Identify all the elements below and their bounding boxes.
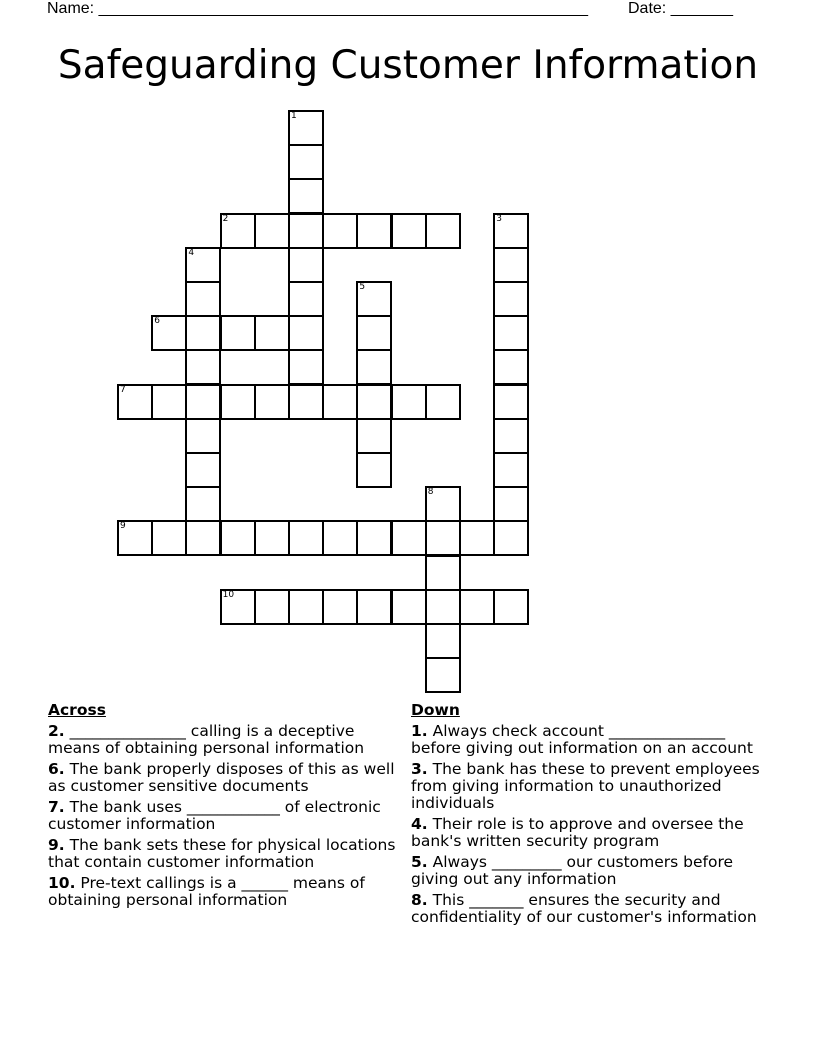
clue-item-text: This _______ ensures the security and confidentiality of our customer's information	[411, 891, 757, 926]
grid-cell[interactable]	[288, 349, 324, 385]
grid-cell[interactable]	[220, 315, 256, 351]
grid-cell[interactable]	[288, 589, 324, 625]
grid-cell[interactable]	[356, 315, 392, 351]
clue-item-text: The bank sets these for physical locations that contain customer information	[48, 836, 396, 871]
grid-cell[interactable]	[425, 555, 461, 591]
clue-number: 4	[188, 247, 195, 258]
grid-cell[interactable]	[493, 315, 529, 351]
clue-item-text: Pre-text callings is a ______ means of obtaining personal information	[48, 874, 365, 909]
grid-cell[interactable]	[425, 623, 461, 659]
grid-cell[interactable]	[254, 589, 290, 625]
grid-cell[interactable]	[117, 384, 153, 420]
grid-cell[interactable]	[185, 315, 221, 351]
grid-cell[interactable]	[254, 315, 290, 351]
down-heading: Down	[411, 701, 460, 719]
grid-cell[interactable]	[493, 247, 529, 283]
grid-cell[interactable]	[288, 315, 324, 351]
clue-item-number: 10.	[48, 874, 76, 892]
grid-cell[interactable]	[185, 486, 221, 522]
grid-cell[interactable]	[288, 384, 324, 420]
clue-item	[48, 837, 403, 871]
grid-cell[interactable]	[288, 281, 324, 317]
clue-item-text: Always check account _______________ before giving out information on an account	[411, 722, 753, 757]
grid-cell[interactable]	[425, 589, 461, 625]
page-title: Safeguarding Customer Information	[57, 43, 759, 88]
down-clue-list	[411, 723, 771, 926]
grid-cell[interactable]	[356, 589, 392, 625]
name-field[interactable]: Name: _______________________________________________________	[47, 0, 588, 17]
grid-cell[interactable]	[356, 452, 392, 488]
clue-item-number: 2.	[48, 722, 65, 740]
date-field[interactable]: Date: _______	[628, 0, 733, 17]
down-clues	[411, 702, 771, 930]
grid-cell[interactable]	[185, 349, 221, 385]
grid-cell[interactable]	[356, 281, 392, 317]
grid-cell[interactable]	[391, 213, 427, 249]
clue-number: 5	[359, 282, 366, 292]
clue-item	[411, 816, 771, 850]
grid-cell[interactable]	[322, 384, 358, 420]
clue-item-text: The bank properly disposes of this as well as customer sensitive documents	[48, 760, 395, 795]
grid-cell[interactable]	[425, 213, 461, 249]
clue-item-text: _______________ calling is a deceptive means of obtaining personal information	[48, 722, 365, 757]
grid-cell[interactable]	[356, 349, 392, 385]
grid-cell[interactable]	[493, 452, 529, 488]
grid-cell[interactable]	[117, 520, 153, 556]
grid-cell[interactable]	[254, 384, 290, 420]
grid-cell[interactable]	[151, 520, 187, 556]
grid-cell[interactable]	[425, 384, 461, 420]
clue-number: 10	[222, 589, 235, 600]
clue-item	[48, 875, 403, 909]
grid-cell[interactable]	[220, 384, 256, 420]
grid-cell[interactable]	[356, 418, 392, 454]
grid-cell[interactable]	[288, 520, 324, 556]
clue-number: 1	[291, 111, 297, 121]
grid-cell[interactable]	[185, 281, 221, 317]
clue-item	[48, 723, 403, 757]
grid-cell[interactable]	[493, 213, 529, 249]
grid-cell[interactable]	[493, 418, 529, 454]
clue-item	[411, 892, 771, 926]
clue-item-number: 1.	[411, 722, 428, 740]
grid-cell[interactable]	[493, 589, 529, 625]
clue-item-text: The bank has these to prevent employees from giving information to unauthorized individuals	[411, 760, 760, 812]
grid-cell[interactable]	[356, 384, 392, 420]
clue-item-text: Always _________ our customers before giving out any information	[411, 853, 734, 888]
grid-cell[interactable]	[220, 213, 256, 249]
clue-item	[411, 761, 771, 812]
grid-cell[interactable]	[493, 486, 529, 522]
across-heading: Across	[48, 701, 106, 719]
clue-number: 9	[120, 521, 126, 532]
clue-item-number: 6.	[48, 760, 65, 778]
clue-number: 7	[120, 384, 126, 395]
clue-number: 3	[496, 213, 502, 224]
grid-cell[interactable]	[185, 384, 221, 420]
across-clues	[48, 702, 403, 913]
clue-item-text: The bank uses ____________ of electronic customer information	[48, 798, 381, 833]
grid-cell[interactable]	[220, 520, 256, 556]
clue-item-number: 8.	[411, 891, 428, 909]
clue-item-number: 3.	[411, 760, 428, 778]
grid-cell[interactable]	[288, 178, 324, 214]
clue-item-number: 4.	[411, 815, 428, 833]
clue-item-number: 5.	[411, 853, 428, 871]
grid-cell[interactable]	[151, 315, 187, 351]
grid-cell[interactable]	[288, 213, 324, 249]
clue-item	[48, 761, 403, 795]
grid-cell[interactable]	[391, 589, 427, 625]
across-clue-list	[48, 723, 403, 909]
grid-cell[interactable]	[220, 589, 256, 625]
grid-cell[interactable]	[254, 520, 290, 556]
clue-item-text: Their role is to approve and oversee the bank's written security program	[411, 815, 744, 850]
grid-cell[interactable]	[391, 384, 427, 420]
grid-cell[interactable]	[425, 520, 461, 556]
clue-item	[48, 799, 403, 833]
grid-cell[interactable]	[185, 520, 221, 556]
grid-cell[interactable]	[185, 418, 221, 454]
grid-cell[interactable]	[425, 486, 461, 522]
grid-cell[interactable]	[288, 144, 324, 180]
grid-cell[interactable]	[356, 213, 392, 249]
grid-cell[interactable]	[185, 247, 221, 283]
grid-cell[interactable]	[493, 281, 529, 317]
clue-number: 6	[154, 316, 160, 327]
clue-number: 8	[427, 487, 434, 498]
grid-cell[interactable]	[322, 520, 358, 556]
clue-item	[411, 723, 771, 757]
grid-cell[interactable]	[185, 452, 221, 488]
grid-cell[interactable]	[288, 247, 324, 283]
clue-item	[411, 854, 771, 888]
grid-cell[interactable]	[391, 520, 427, 556]
grid-cell[interactable]	[151, 384, 187, 420]
clue-number: 2	[222, 213, 229, 224]
grid-cell[interactable]	[322, 213, 358, 249]
grid-cell[interactable]	[425, 657, 461, 693]
grid-cell[interactable]	[254, 213, 290, 249]
grid-cell[interactable]	[493, 520, 529, 556]
grid-cell[interactable]	[356, 520, 392, 556]
grid-cell[interactable]	[459, 520, 495, 556]
grid-cell[interactable]	[459, 589, 495, 625]
grid-cell[interactable]	[493, 384, 529, 420]
grid-cell[interactable]	[493, 349, 529, 385]
clue-item-number: 9.	[48, 836, 65, 854]
grid-cell[interactable]	[322, 589, 358, 625]
clue-item-number: 7.	[48, 798, 65, 816]
grid-cell[interactable]	[288, 110, 324, 146]
